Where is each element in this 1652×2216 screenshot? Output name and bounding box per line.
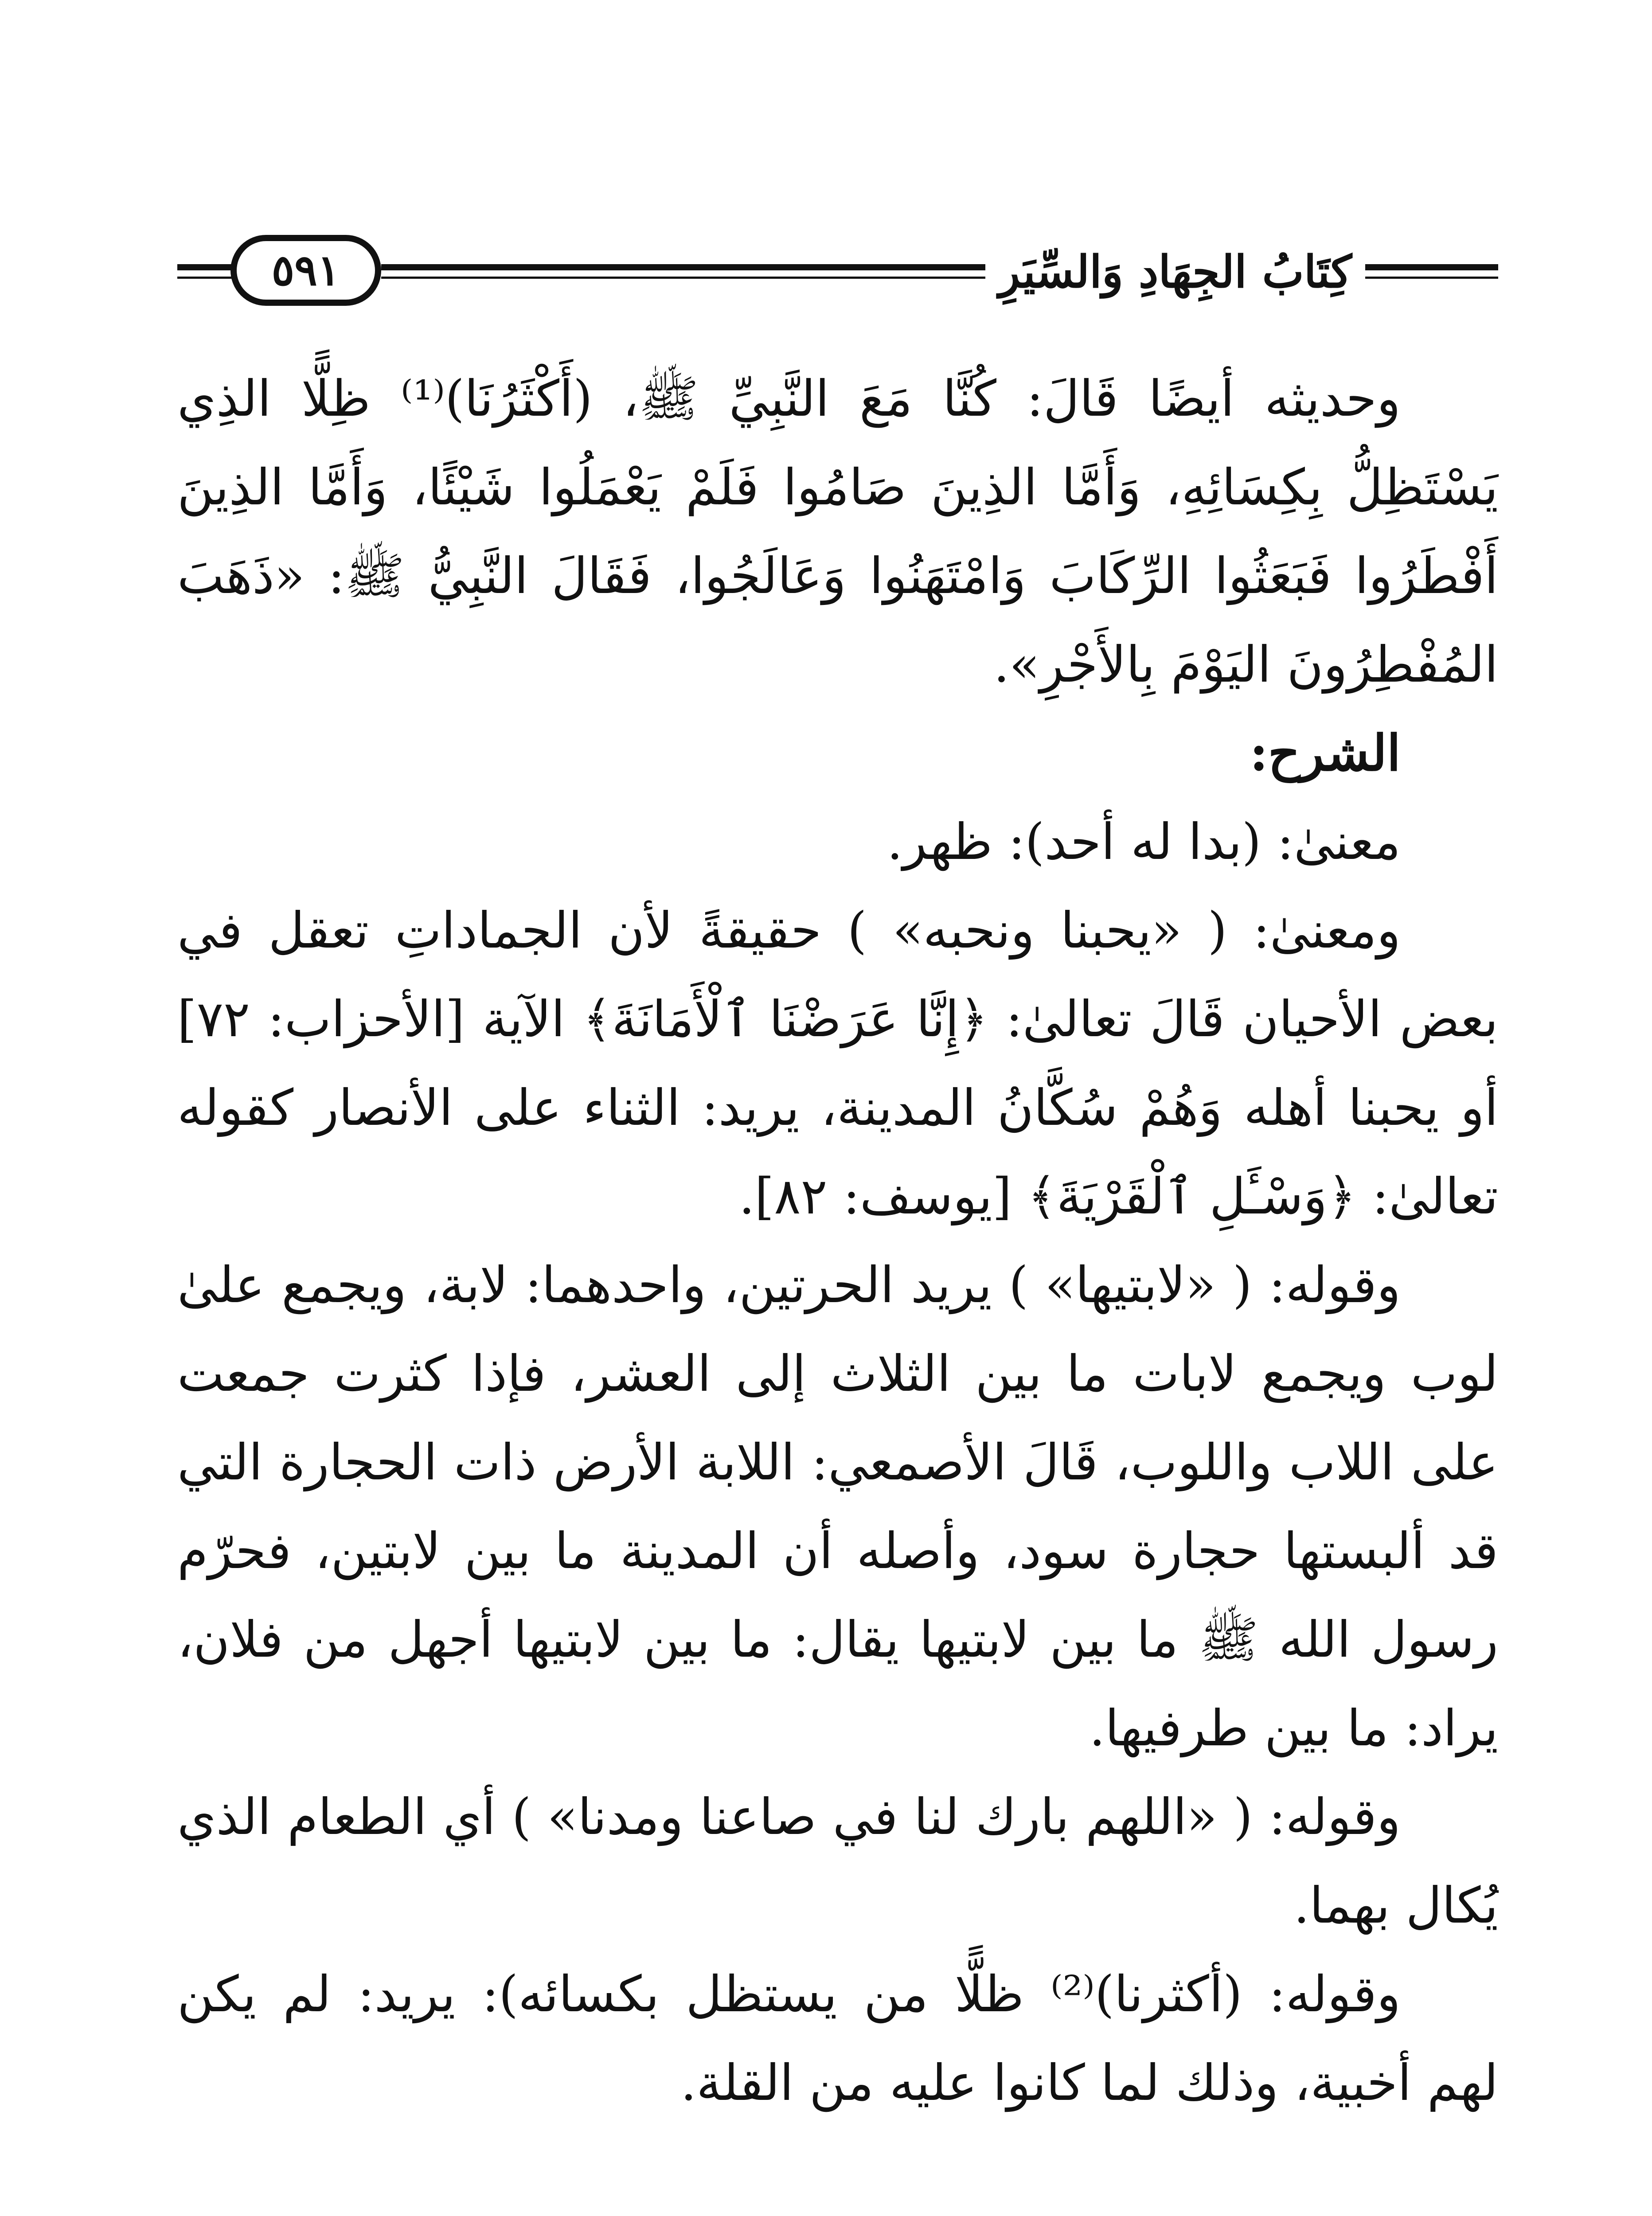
page-header: [177, 235, 1498, 310]
header-rule-left-thin: [177, 277, 235, 279]
commentary-paragraph-3: وقوله: ( «لابتيها» ) يريد الحرتين، واحدهما: لابة، ويجمع علىٰ لوب ويجمع لابات ما بين الثلاث إلى العشر، فإذا كثرت جمعت على اللاب واللوب، قَالَ الأصمعي: اللابة الأرض ذات الحجارة التي قد ألبستها حجارة سود، وأصله أن المدينة ما بين لابتين، فحرّم رسول الله ﷺ ما بين لابتيها يقال: ما بين لابتيها أجهل من فلان، يراد: ما بين طرفيها.: [177, 1256, 1499, 1757]
section-heading: الشرح:: [1250, 724, 1401, 782]
page-number-badge: [230, 235, 381, 306]
chapter-title: كِتَابُ الجِهَادِ وَالسِّيَرِ: [985, 247, 1365, 296]
commentary-paragraph-2: ومعنىٰ: ( «يحبنا ونحبه» ) حقيقةً لأن الجماداتِ تعقل في بعض الأحيان قَالَ تعالىٰ: ﴿إِنَّا عَرَضْنَا ٱلْأَمَانَةَ﴾ الآية [الأحزاب: ٧٢] أو يحبنا أهله وَهُمْ سُكَّانُ المدينة، يريد: الثناء على الأنصار كقوله تعالىٰ: ﴿وَسْـَٔلِ ٱلْقَرْيَةَ﴾ [يوسف: ٨٢].: [177, 902, 1499, 1225]
page-number: ٥٩١: [271, 245, 340, 295]
header-rule-left: [177, 264, 235, 270]
hadith-paragraph: وحديثه أيضًا قَالَ: كُنَّا مَعَ النَّبِيِّ ﷺ، (أَكْثَرُنَا)⁽¹⁾ ظِلًّا الذِي يَسْتَظِلُّ بِكِسَائِهِ، وَأَمَّا الذِينَ صَامُوا فَلَمْ يَعْمَلُوا شَيْئًا، وَأَمَّا الذِينَ أَفْطَرُوا فَبَعَثُوا الرِّكَابَ وَامْتَهَنُوا وَعَالَجُوا، فَقَالَ النَّبِيُّ ﷺ: «ذَهَبَ المُفْطِرُونَ اليَوْمَ بِالأَجْرِ».: [177, 370, 1498, 694]
commentary-paragraph-5: وقوله: (أكثرنا)⁽²⁾ ظلًّا من يستظل بكسائه): يريد: لم يكن لهم أخبية، وذلك لما كانوا عليه من القلة.: [177, 1966, 1498, 2112]
commentary-paragraph-4: وقوله: ( «اللهم بارك لنا في صاعنا ومدنا» ) أي الطعام الذي يُكال بهما.: [177, 1788, 1498, 1935]
main-text: [177, 355, 1498, 2127]
commentary-paragraph-1: معنىٰ: (بدا له أحد): ظهر.: [887, 813, 1401, 871]
